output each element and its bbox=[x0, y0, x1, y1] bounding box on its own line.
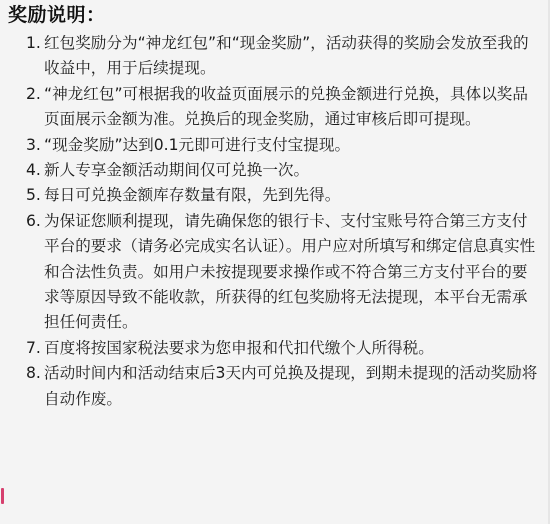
rule-text: 新人专享金额活动期间仅可兑换一次。 bbox=[44, 161, 310, 180]
rule-number: 1. bbox=[26, 34, 41, 52]
rule-number: 5. bbox=[26, 186, 41, 205]
rule-text: 活动时间内和活动结束后3天内可兑换及提现，到期未提现的活动奖励将自动作废。 bbox=[44, 364, 538, 408]
rule-item-2 bbox=[26, 82, 542, 133]
rule-number: 6. bbox=[26, 211, 41, 230]
page-title: 奖励说明： bbox=[8, 4, 106, 26]
rule-item-8 bbox=[26, 361, 542, 412]
rule-item-1 bbox=[26, 31, 542, 82]
rule-text: “现金奖励”达到0.1元即可进行支付宝提现。 bbox=[44, 135, 351, 154]
rule-number: 4. bbox=[26, 161, 41, 180]
rule-text: 每日可兑换金额库存数量有限，先到先得。 bbox=[44, 186, 341, 205]
rule-number: 7. bbox=[26, 338, 41, 357]
rule-text: 百度将按国家税法要求为您申报和代扣代缴个人所得税。 bbox=[44, 338, 434, 357]
rule-item-6 bbox=[26, 209, 542, 336]
rule-number: 3. bbox=[26, 135, 41, 154]
rule-text: 为保证您顺利提现，请先确保您的银行卡、支付宝账号符合第三方支付平台的要求（请务必完成实名认证）。用户应对所填写和绑定信息真实性和合法性负责。如用户未按提现要求操作或不符合第三方支付平台的要求等原因导致不能收款，所获得的红包奖励将无法提现，本平台无需承担任何责任。 bbox=[44, 211, 536, 332]
rule-item-3 bbox=[26, 133, 542, 158]
rule-text: 红包奖励分为“神龙红包”和“现金奖励”，活动获得的奖励会发放至我的收益中，用于后续提现。 bbox=[44, 34, 529, 78]
rule-item-4 bbox=[26, 158, 542, 183]
rules-list bbox=[26, 31, 542, 412]
rule-item-5 bbox=[26, 183, 542, 208]
rule-item-7 bbox=[26, 336, 542, 361]
rule-number: 8. bbox=[26, 364, 41, 383]
rule-number: 2. bbox=[26, 84, 41, 103]
accent-marker bbox=[1, 488, 4, 504]
rule-text: “神龙红包”可根据我的收益页面展示的兑换金额进行兑换，具体以奖品页面展示金额为准。兑换后的现金奖励，通过审核后即可提现。 bbox=[44, 84, 528, 129]
